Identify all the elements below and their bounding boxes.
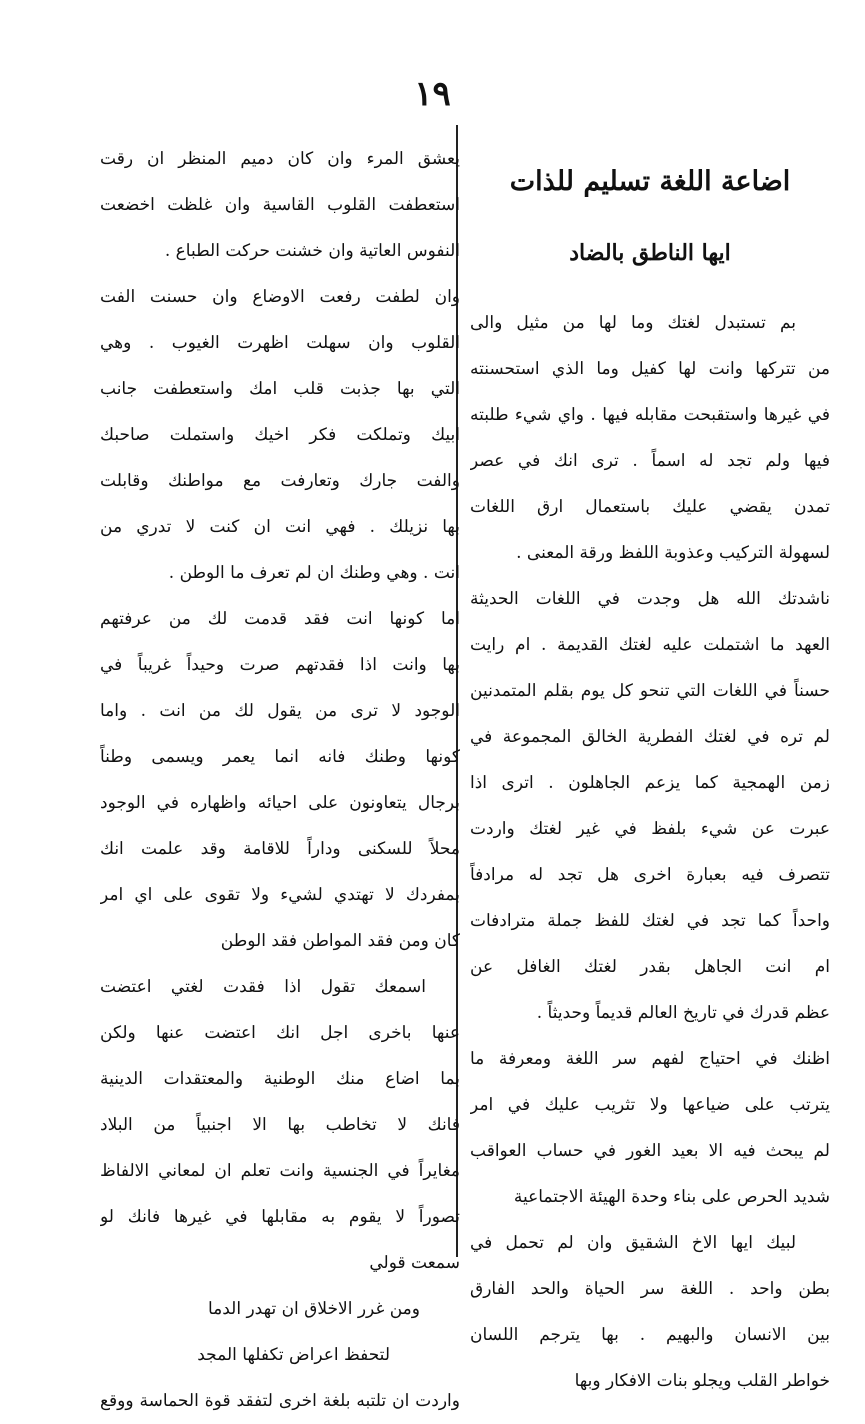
text-line: التي بها جذبت قلب امك واستعطفت جانب (100, 379, 460, 399)
text-line: حسناً في اللغات التي تنحو كل يوم بقلم المتمدنين (470, 681, 830, 701)
text-line: كونها وطنك فانه انما يعمر ويسمى وطناً (100, 747, 460, 767)
verse-block (100, 1286, 460, 1378)
text-line: بما اضاع منك الوطنية والمعتقدات الدينية (100, 1069, 460, 1089)
text-line: تمدن يقضي عليك باستعمال ارق اللغات (470, 497, 830, 517)
text-line: من تتركها وانت لها كفيل وما الذي استحسنته (470, 359, 830, 379)
text-line: بم تستبدل لغتك وما لها من مثيل والى (470, 313, 796, 333)
text-line: بها وانت اذا فقدتهم صرت وحيداً غريباً في (100, 655, 460, 675)
text-line: فيها ولم تجد له اسماً . ترى انك في عصر (470, 451, 830, 471)
text-line: في غيرها واستقبحت مقابله فيها . واي شيء طلبته (470, 405, 830, 425)
text-line: مغايراً في الجنسية وانت تعلم ان لمعاني الالفاظ (100, 1161, 460, 1181)
text-line: محلاً للسكنى وداراً للاقامة وقد علمت انك (100, 839, 460, 859)
final-line: واردت ان تلتبه بلغة اخرى لتفقد قوة الحماسة ووقع (100, 1391, 460, 1411)
article-heading: اضاعة اللغة تسليم للذات (509, 166, 791, 197)
text-line: عظم قدرك في تاريخ العالم قديماً وحديثاً . (536, 1003, 830, 1023)
text-line: بطن واحد . اللغة سر الحياة والحد الفارق (470, 1279, 830, 1299)
text-line: النفوس العاتية وان خشنت حركت الطباع . (164, 241, 460, 261)
left-column (100, 136, 460, 1424)
verse-line: ومن غرر الاخلاق ان تهدر الدما (207, 1299, 420, 1319)
text-line: فانك لا تخاطب بها الا اجنبياً من البلاد (100, 1115, 460, 1135)
text-line: الوجود لا ترى من يقول لك من انت . واما (100, 701, 460, 721)
text-line: بها نزيلك . فهي انت ان كنت لا تدري من (100, 517, 460, 537)
text-line: برجال يتعاونون على احيائه واظهاره في الوجود (100, 793, 460, 813)
left-column-body (100, 136, 460, 1286)
text-line: ام انت الجاهل بقدر لغتك الغافل عن (470, 957, 830, 977)
text-line: والفت جارك وتعارفت مع مواطنك وقابلت (100, 471, 460, 491)
text-line: اسمعك تقول اذا فقدت لغتي اعتضت (100, 977, 426, 997)
text-line: وان لطفت رفعت الاوضاع وان حسنت الفت (100, 287, 460, 307)
text-line: العهد ما اشتملت عليه لغتك القديمة . ام رايت (470, 635, 830, 655)
text-line: بين الانسان والبهيم . بها يترجم اللسان (470, 1325, 830, 1345)
text-line: عبرت عن شيء بلفظ في غير لغتك واردت (470, 819, 830, 839)
text-line: كان ومن فقد المواطن فقد الوطن (220, 931, 460, 951)
text-line: يترتب على ضياعها ولا تثريب عليك في امر (470, 1095, 830, 1115)
text-line: انت . وهي وطنك ان لم تعرف ما الوطن . (168, 563, 460, 583)
text-line: ناشدتك الله هل وجدت في اللغات الحديثة (470, 589, 830, 609)
text-line: اظنك في احتياج لفهم سر اللغة ومعرفة ما (470, 1049, 830, 1069)
text-line: عنها باخرى اجل انك اعتضت عنها ولكن (100, 1023, 460, 1043)
page-number: ١٩ (414, 74, 451, 114)
text-line: خواطر القلب ويجلو بنات الافكار وبها (574, 1371, 830, 1391)
text-line: شديد الحرص على بناء وحدة الهيئة الاجتماعية (513, 1187, 830, 1207)
text-line: يعشق المرء وان كان دميم المنظر ان رقت (100, 149, 460, 169)
right-column-body (470, 300, 830, 1404)
text-line: القلوب وان سهلت اظهرت الغيوب . وهي (100, 333, 460, 353)
text-line: تتصرف فيه بعبارة اخرى هل تجد له مرادفاً (470, 865, 830, 885)
text-line: سمعت قولي (369, 1253, 460, 1273)
text-line: لم تره في لغتك الفطرية الخالق المجموعة في (470, 727, 830, 747)
text-line: لم يبحث فيه الا بعيد الغور في حساب العواقب (470, 1141, 830, 1161)
text-line: اما كونها انت فقد قدمت لك من عرفتهم (100, 609, 460, 629)
text-line: زمن الهمجية كما يزعم الجاهلون . اترى اذا (470, 773, 830, 793)
text-line: تصوراً لا يقوم به مقابلها في غيرها فانك لو (100, 1207, 460, 1227)
text-line: ابيك وتملكت فكر اخيك واستملت صاحبك (100, 425, 460, 445)
right-column (470, 152, 830, 1404)
article-subheading: ايها الناطق بالضاد (569, 240, 731, 266)
text-line: بمفردك لا تهتدي لشيء ولا تقوى على اي امر (100, 885, 460, 905)
text-line: لبيك ايها الاخ الشقيق وان لم تحمل في (470, 1233, 796, 1253)
verse-line: لتحفظ اعراض تكفلها المجد (197, 1345, 390, 1365)
text-line: واحداً كما تجد في لغتك للفظ جملة مترادفات (470, 911, 830, 931)
text-line: لسهولة التركيب وعذوبة اللفظ ورقة المعنى . (516, 543, 830, 563)
text-line: استعطفت القلوب القاسية وان غلظت اخضعت (100, 195, 460, 215)
